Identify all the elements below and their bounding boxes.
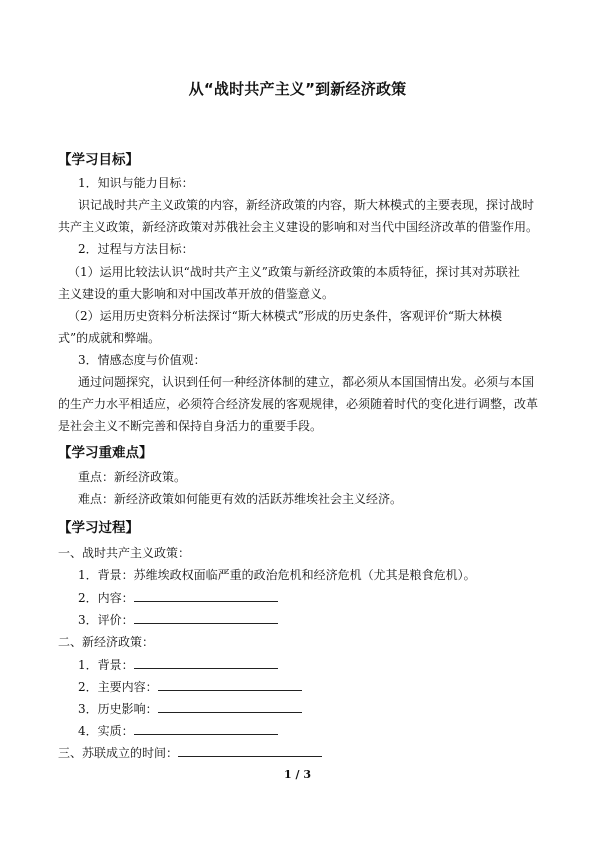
key-point-focus: 重点：新经济政策。 [78, 470, 187, 484]
goal-2-method-1-line-2: 主义建设的重大影响和对中国改革开放的借鉴意义。 [58, 287, 335, 301]
answer-blank-evaluation[interactable] [134, 611, 278, 624]
goal-1-heading: 1．知识与能力目标： [78, 176, 194, 190]
answer-blank-essence[interactable] [134, 722, 278, 735]
process-part-3-heading [58, 744, 322, 761]
process-part-3-label: 三、苏联成立的时间： [58, 746, 179, 760]
process-part-2-item-3-label: 3．历史影响： [78, 702, 158, 716]
process-part-2-item-2 [78, 678, 302, 695]
section-heading-key-points: 【学习重难点】 [58, 445, 153, 461]
section-heading-goals: 【学习目标】 [58, 152, 139, 168]
process-part-2-item-2-label: 2．主要内容： [78, 680, 158, 694]
goal-2-method-2-line-1: （2）运用历史资料分析法探讨“斯大林模式”形成的历史条件，客观评价“斯大林模 [68, 309, 503, 323]
process-part-2-item-3 [78, 700, 302, 717]
goal-1-text-line-1: 识记战时共产主义政策的内容，新经济政策的内容，斯大林模式的主要表现，探讨战时 [78, 198, 535, 212]
process-part-1-item-2-label: 2．内容： [78, 591, 134, 605]
process-part-2-item-1-label: 1．背景： [78, 658, 134, 672]
goal-3-text-line-3: 是社会主义不断完善和保持自身活力的重要手段。 [58, 419, 323, 433]
goal-2-method-1-line-1: （1）运用比较法认识“战时共产主义”政策与新经济政策的本质特征，探讨其对苏联社 [68, 265, 520, 279]
answer-blank-historical-impact[interactable] [158, 700, 302, 713]
goal-1-text-line-2: 共产主义政策，新经济政策对苏俄社会主义建设的影响和对当代中国经济改革的借鉴作用。 [58, 220, 539, 234]
process-part-1-item-3-label: 3．评价： [78, 613, 134, 627]
process-part-2-heading: 二、新经济政策： [58, 635, 155, 649]
answer-blank-main-content[interactable] [158, 678, 302, 691]
goal-2-heading: 2．过程与方法目标： [78, 242, 194, 256]
page-title: 从“战时共产主义”到新经济政策 [188, 80, 407, 98]
process-part-1-item-2 [78, 589, 278, 606]
process-part-1-heading: 一、战时共产主义政策： [58, 546, 191, 560]
goal-2-method-2-line-2: 式”的成就和弊端。 [58, 331, 161, 345]
key-point-difficulty: 难点：新经济政策如何能更有效的活跃苏维埃社会主义经济。 [78, 492, 403, 506]
answer-blank-content[interactable] [134, 589, 278, 602]
goal-3-text-line-2: 的生产力水平相适应，必须符合经济发展的客观规律，必须随着时代的变化进行调整，改革 [58, 397, 539, 411]
answer-blank-ussr-founding-date[interactable] [178, 744, 322, 757]
process-part-2-item-4-label: 4．实质： [78, 724, 134, 738]
goal-3-heading: 3．情感态度与价值观： [78, 353, 206, 367]
section-heading-process: 【学习过程】 [58, 520, 139, 536]
process-part-1-item-3 [78, 611, 278, 628]
process-part-2-item-1 [78, 656, 278, 673]
page-number: 1 / 3 [284, 768, 311, 781]
process-part-1-item-1: 1．背景：苏维埃政权面临严重的政治危机和经济危机（尤其是粮食危机）。 [78, 568, 476, 582]
process-part-2-item-4 [78, 722, 278, 739]
answer-blank-background[interactable] [134, 656, 278, 669]
goal-3-text-line-1: 通过问题探究，认识到任何一种经济体制的建立，都必须从本国国情出发。必须与本国 [78, 375, 535, 389]
